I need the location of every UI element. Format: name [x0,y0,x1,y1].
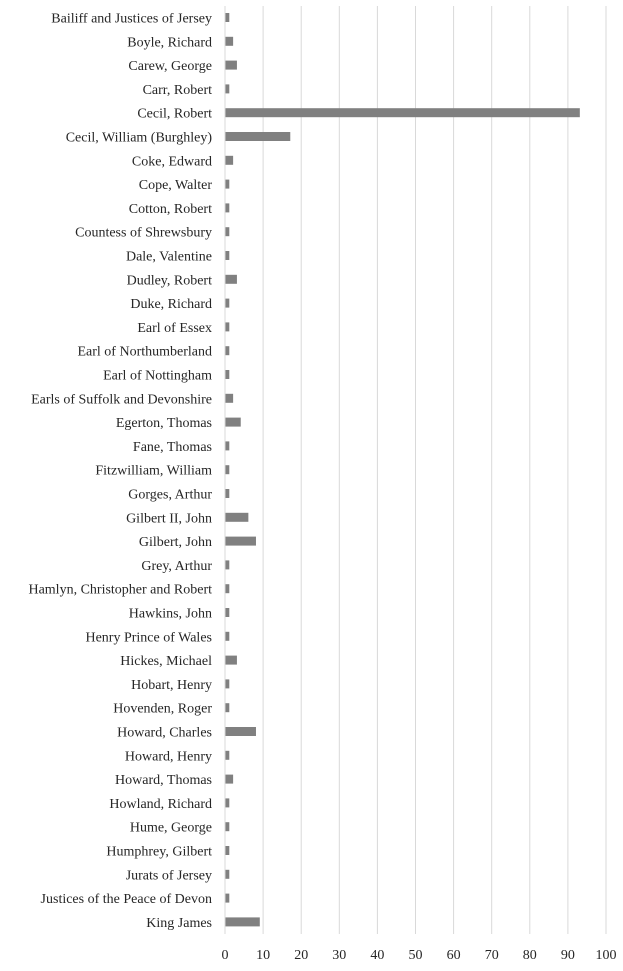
bar [226,227,230,236]
bar [226,917,260,926]
bar [226,180,230,189]
category-label: Duke, Richard [130,297,212,313]
category-label: Howard, Charles [117,725,212,741]
bar [226,846,230,855]
category-label: Cotton, Robert [128,201,212,217]
bar [226,751,230,760]
category-label: Hume, George [129,820,212,836]
x-tick-label: 0 [221,948,229,963]
bar [226,727,256,736]
category-label: Earls of Suffolk and Devonshire [31,392,212,408]
x-tick-label: 100 [595,948,617,963]
category-label: Earl of Northumberland [77,344,212,360]
category-label: Hobart, Henry [131,677,212,693]
x-tick-label: 30 [332,948,347,963]
bar [226,584,230,593]
category-label: Henry Prince of Wales [85,630,212,646]
x-tick-label: 70 [484,948,499,963]
category-label: Fitzwilliam, William [95,463,212,479]
bar [226,156,234,165]
category-label: Carr, Robert [142,82,212,98]
bar [226,13,230,22]
bar [226,275,237,284]
category-label: Dudley, Robert [126,273,212,289]
bar [226,537,256,546]
bar [226,394,234,403]
x-tick-label: 20 [294,948,309,963]
bar [226,108,580,117]
category-label: Grey, Arthur [141,558,212,574]
bar [226,84,230,93]
x-tick-label: 10 [256,948,271,963]
category-label: Countess of Shrewsbury [75,225,212,241]
x-tick-label: 80 [522,948,537,963]
x-tick-label: 90 [560,948,575,963]
bar [226,489,230,498]
category-labels [28,12,212,931]
category-label: Carew, George [128,59,212,75]
category-label: Justices of the Peace of Devon [40,892,212,908]
category-label: Earl of Nottingham [103,368,212,384]
bar [226,346,230,355]
bar [226,798,230,807]
bar [226,894,230,903]
bar [226,37,234,46]
bar [226,370,230,379]
x-tick-label: 40 [370,948,385,963]
bar [226,418,241,427]
category-label: Cecil, William (Burghley) [65,130,212,146]
bar [226,822,230,831]
category-label: Hickes, Michael [120,654,212,670]
x-tick-labels [222,948,617,963]
category-label: Earl of Essex [137,320,212,336]
category-label: Hovenden, Roger [113,701,212,717]
category-label: Howard, Henry [124,749,212,765]
category-label: Cecil, Robert [137,106,212,122]
gridlines [263,6,606,934]
category-label: Howland, Richard [109,796,212,812]
category-label: Egerton, Thomas [115,416,212,432]
category-label: Hawkins, John [128,606,212,622]
bar [226,703,230,712]
category-label: Gilbert, John [138,535,212,551]
bar [226,560,230,569]
bar [226,61,237,70]
category-label: Coke, Edward [131,154,212,170]
category-label: King James [146,915,212,931]
bar [226,656,237,665]
bar [226,203,230,212]
category-label: Humphrey, Gilbert [106,844,212,860]
x-tick-label: 60 [446,948,461,963]
x-tick-label: 50 [408,948,423,963]
category-label: Gorges, Arthur [128,487,212,503]
category-label: Boyle, Richard [127,35,212,51]
bar [226,870,230,879]
bar [226,441,230,450]
bar [226,299,230,308]
category-label: Jurats of Jersey [125,868,212,884]
bar [226,132,291,141]
bar [226,513,249,522]
bar [226,322,230,331]
category-label: Hamlyn, Christopher and Robert [28,582,212,598]
category-label: Gilbert II, John [126,511,212,527]
category-label: Cope, Walter [138,178,212,194]
bar [226,632,230,641]
bars [226,13,580,926]
category-label: Bailiff and Justices of Jersey [51,11,212,27]
category-label: Fane, Thomas [132,439,212,455]
bar [226,251,230,260]
category-label: Howard, Thomas [115,773,212,789]
bar [226,608,230,617]
bar [226,465,230,474]
category-label: Dale, Valentine [125,249,212,265]
bar [226,775,234,784]
bar [226,679,230,688]
